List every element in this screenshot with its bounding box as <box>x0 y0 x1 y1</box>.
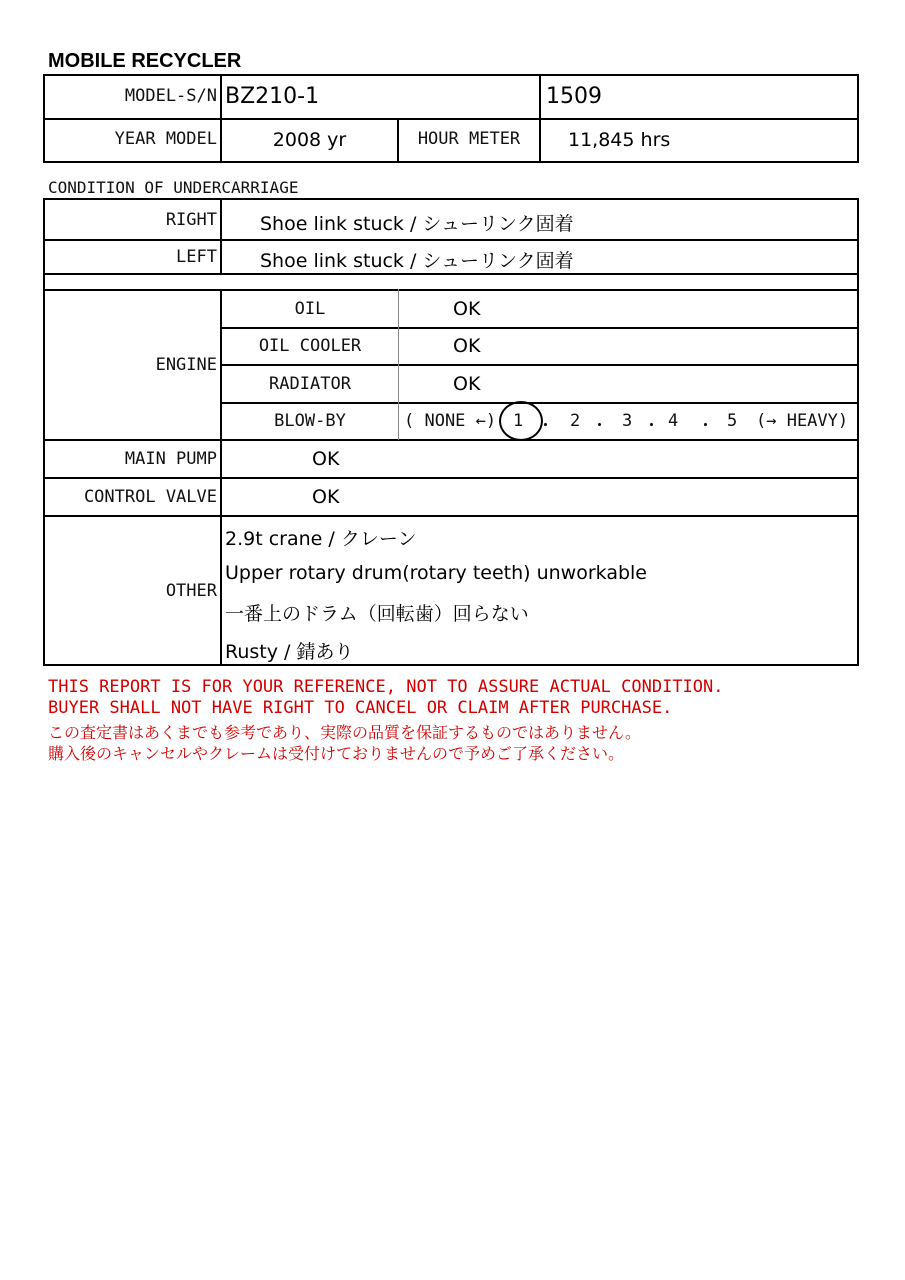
main-pump-value: OK <box>312 448 340 470</box>
right-label: RIGHT <box>165 210 217 230</box>
oil-cooler-label: OIL COOLER <box>258 336 362 356</box>
left-label: LEFT <box>176 247 217 267</box>
control-valve-value: OK <box>312 486 340 508</box>
blowby-level-1: 1 <box>513 411 524 431</box>
main-pump-label: MAIN PUMP <box>124 449 217 469</box>
serial-value: 1509 <box>546 84 602 109</box>
model-value: BZ210-1 <box>225 84 320 109</box>
undercarriage-heading: CONDITION OF UNDERCARRIAGE <box>48 178 299 197</box>
oil-value: OK <box>453 298 481 320</box>
year-model-value: 2008 yr <box>272 129 347 151</box>
right-value: Shoe link stuck / シューリンク固着 <box>260 213 574 235</box>
blowby-level-5: 5 <box>727 411 738 431</box>
blowby-label: BLOW-BY <box>274 411 346 431</box>
blowby-dot-2: ・ <box>591 416 608 436</box>
other-line-4: Rusty / 錆あり <box>225 641 354 663</box>
blowby-heavy: (→ HEAVY) <box>756 411 849 431</box>
page-title: MOBILE RECYCLER <box>48 50 242 72</box>
hour-meter-value: 11,845 hrs <box>568 129 671 151</box>
disclaimer-line-4: 購入後のキャンセルやクレームは受付けておりませんので予めご了承ください。 <box>48 744 625 763</box>
hour-meter-label: HOUR METER <box>417 129 521 149</box>
disclaimer-line-3: この査定書はあくまでも参考であり、実際の品質を保証するものではありません。 <box>48 723 641 742</box>
left-value: Shoe link stuck / シューリンク固着 <box>260 250 574 272</box>
blowby-dot-1: ・ <box>537 416 554 436</box>
oil-label: OIL <box>294 299 326 319</box>
blowby-dot-4: ・ <box>697 416 714 436</box>
blowby-level-4: 4 <box>668 411 679 431</box>
other-line-3: 一番上のドラム（回転歯）回らない <box>225 603 529 625</box>
control-valve-label: CONTROL VALVE <box>83 487 217 507</box>
disclaimer-line-2: BUYER SHALL NOT HAVE RIGHT TO CANCEL OR CLAIM AFTER PURCHASE. <box>48 698 673 718</box>
oil-cooler-value: OK <box>453 335 481 357</box>
blowby-dot-3: ・ <box>643 416 660 436</box>
other-line-1: 2.9t crane / クレーン <box>225 528 417 550</box>
other-label: OTHER <box>165 581 217 601</box>
blowby-selected-circle <box>499 401 543 441</box>
year-model-label: YEAR MODEL <box>114 129 217 149</box>
model-sn-label: MODEL-S/N <box>124 86 217 106</box>
radiator-value: OK <box>453 373 481 395</box>
disclaimer-line-1: THIS REPORT IS FOR YOUR REFERENCE, NOT TO ASSURE ACTUAL CONDITION. <box>48 677 724 697</box>
blowby-level-3: 3 <box>622 411 633 431</box>
radiator-label: RADIATOR <box>269 374 351 394</box>
other-line-2: Upper rotary drum(rotary teeth) unworkable <box>225 562 647 584</box>
blowby-none: ( NONE ←) <box>404 411 497 431</box>
engine-label: ENGINE <box>155 355 217 375</box>
blowby-level-2: 2 <box>570 411 581 431</box>
